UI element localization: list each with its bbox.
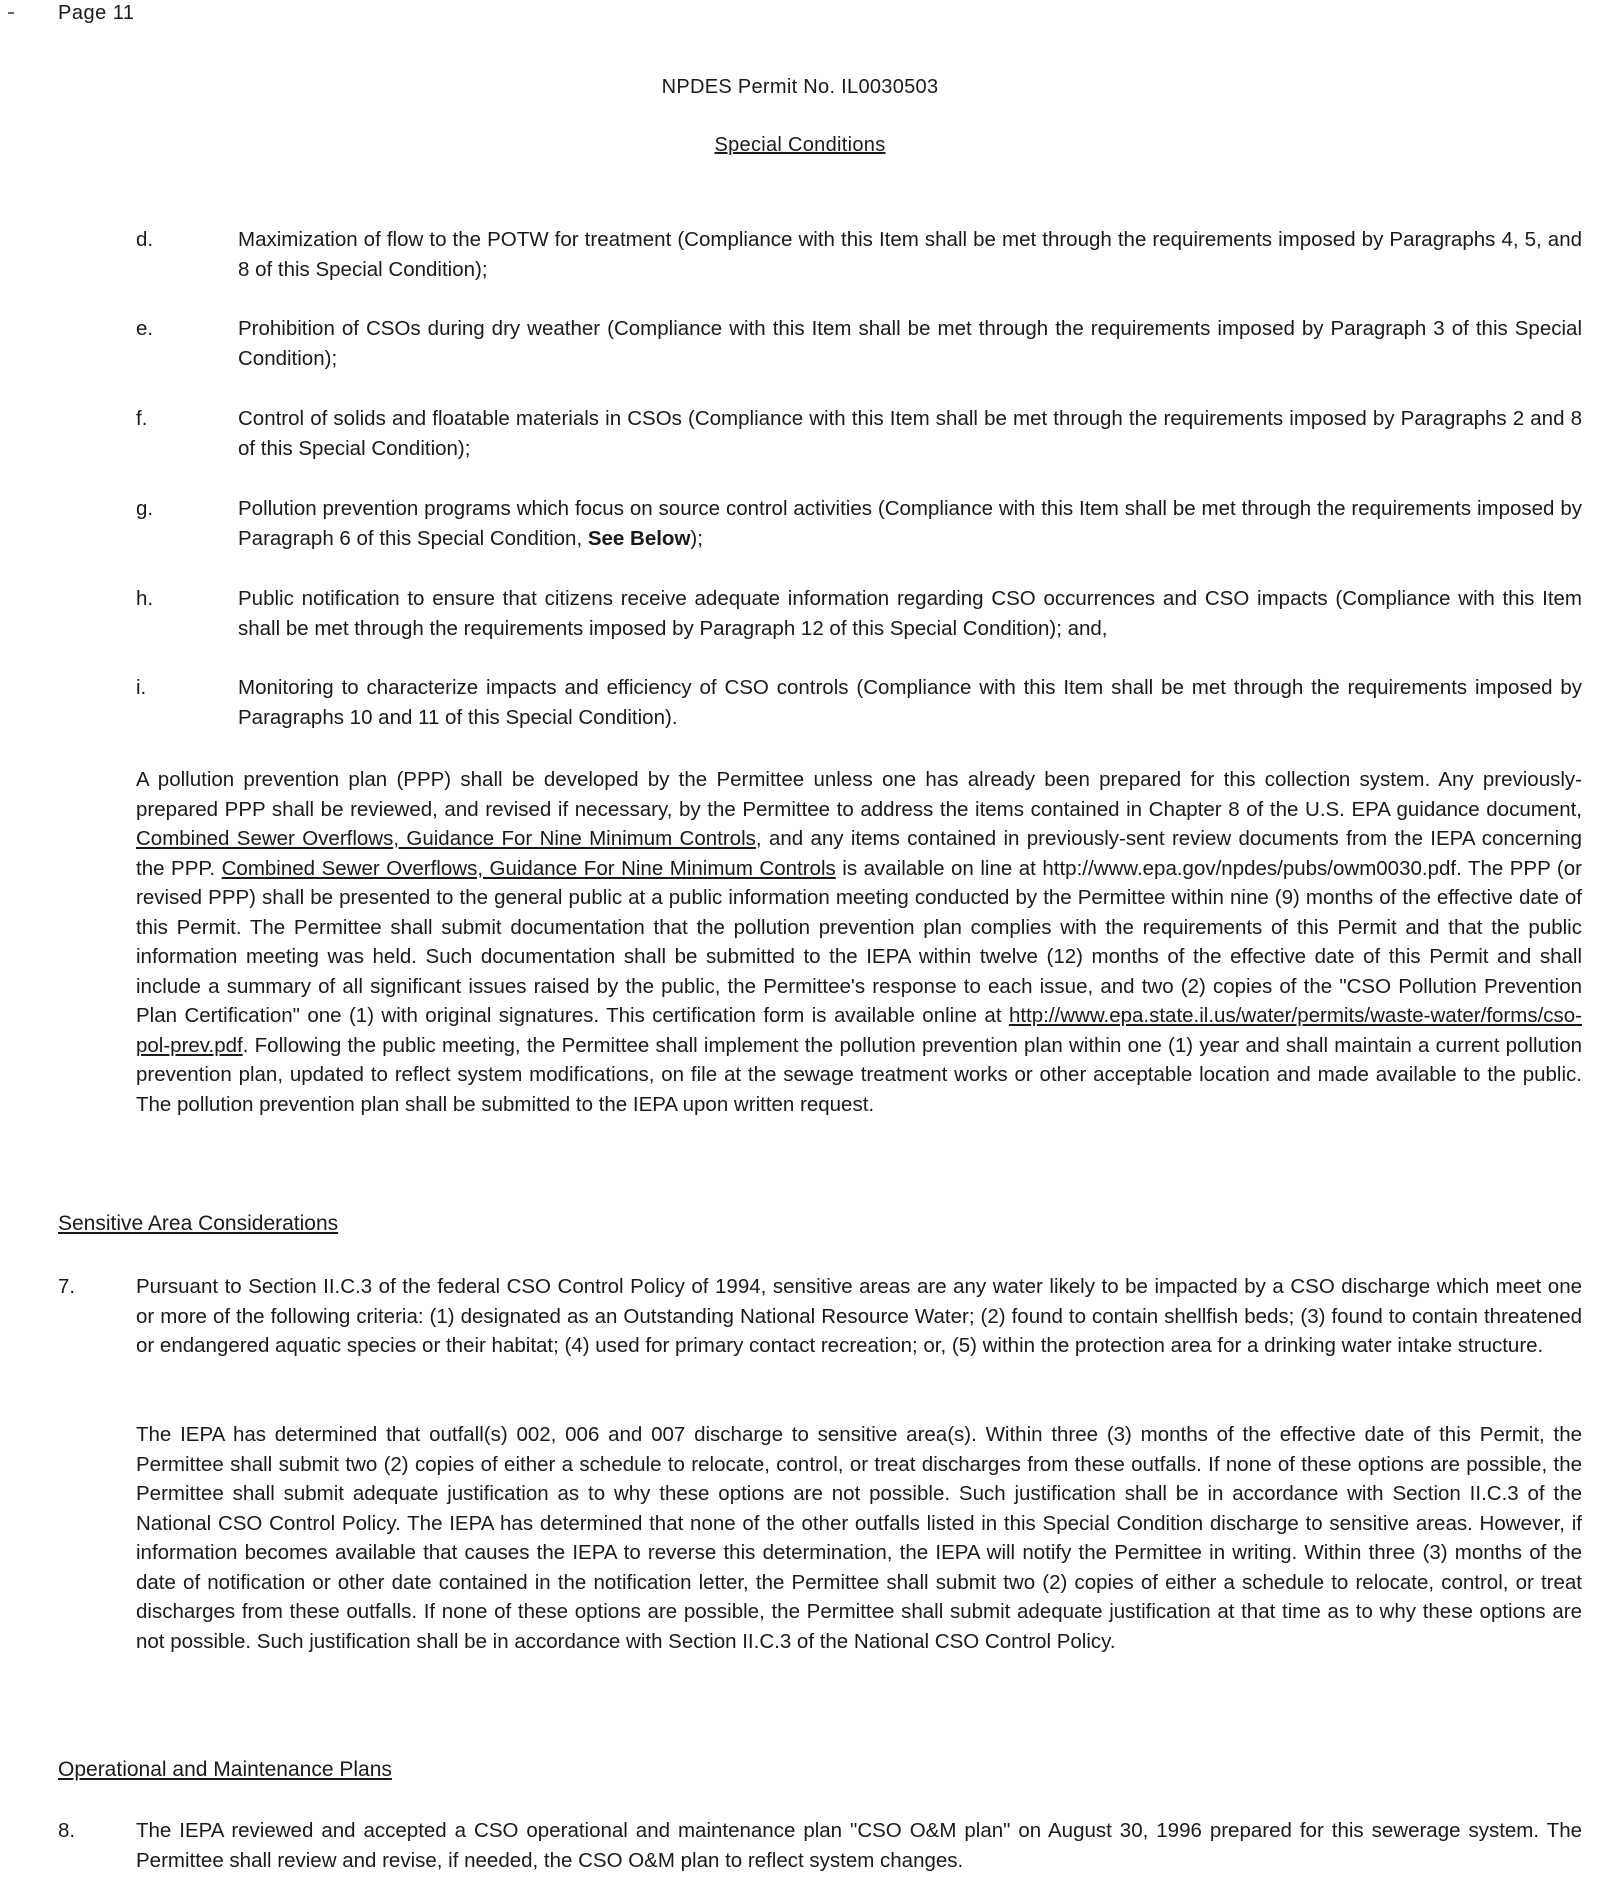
page-number-label: Page 11 xyxy=(58,2,135,24)
see-below-emphasis: See Below xyxy=(587,526,691,550)
permit-number-header: NPDES Permit No. IL0030503 xyxy=(661,76,939,98)
numbered-item-7 xyxy=(58,1272,1582,1361)
item-8-text: The IEPA reviewed and accepted a CSO operational and maintenance plan "CSO O&M plan" on August 30, 1996 prepared for this sewerage system. The Permittee shall review and revise, if needed, the CSO O&M plan to reflect system changes. xyxy=(136,1819,1582,1872)
ppp-text-part1: A pollution prevention plan (PPP) shall be developed by the Permittee unless one has already been prepared for this collection system. Any previously-prepared PPP shall be reviewed, and revised if necessary, by the Permittee to address the items contained in Chapter 8 of the U.S. EPA guidance document, xyxy=(136,768,1582,821)
item-number: 7. xyxy=(58,1275,76,1298)
list-item-text-start: Pollution prevention programs which focus on source control activities (Compliance with this Item shall be met through the requirements imposed by Paragraph 6 of this Special Condition, xyxy=(238,497,1582,550)
list-item-text: Prohibition of CSOs during dry weather (Compliance with this Item shall be met through the requirements imposed by Paragraph 3 of this Special Condition); xyxy=(238,317,1582,370)
item-number: 8. xyxy=(58,1819,76,1842)
guidance-document-title: Combined Sewer Overflows, Guidance For Nine Minimum Controls xyxy=(221,856,836,880)
list-marker: e. xyxy=(136,317,154,340)
guidance-document-title: Combined Sewer Overflows, Guidance For Nine Minimum Controls xyxy=(136,827,756,850)
list-marker: i. xyxy=(136,676,147,699)
sensitive-area-heading: Sensitive Area Considerations xyxy=(58,1212,339,1235)
list-item-g xyxy=(136,494,1582,553)
ppp-text-part4: . Following the public meeting, the Permittee shall implement the pollution prevention plan within one (1) year and shall maintain a current pollution prevention plan, updated to reflect system modifications, on file at the sewage treatment works or other acceptable location and made available to the public. The pollution prevention plan shall be submitted to the IEPA upon written request. xyxy=(136,1033,1582,1116)
list-marker: h. xyxy=(136,587,154,610)
list-item-text: Control of solids and floatable materials in CSOs (Compliance with this Item shall be met through the requirements imposed by Paragraphs 2 and 8 of this Special Condition); xyxy=(238,407,1582,460)
list-item-i xyxy=(136,673,1582,732)
margin-mark xyxy=(8,12,14,14)
om-plans-heading: Operational and Maintenance Plans xyxy=(58,1758,392,1781)
list-item-text xyxy=(238,494,1582,553)
list-item-h xyxy=(136,584,1582,643)
item-7-text: Pursuant to Section II.C.3 of the federal CSO Control Policy of 1994, sensitive areas are any water likely to be impacted by a CSO discharge which meet one or more of the following criteria: (1) designated as an Outstanding National Resource Water; (2) found to contain shellfish beds; (3) found to contain threatened or endangered aquatic species or their habitat; (4) used for primary contact recreation; or, (5) within the protection area for a drinking water intake structure. xyxy=(136,1275,1582,1357)
numbered-item-8 xyxy=(58,1816,1582,1875)
list-item-text: Public notification to ensure that citizens receive adequate information regarding CSO occurrences and CSO impacts (Compliance with this Item shall be met through the requirements imposed by Paragraph 12 of this Special Condition); and, xyxy=(238,587,1582,640)
list-item-f xyxy=(136,404,1582,463)
list-item-text: Maximization of flow to the POTW for treatment (Compliance with this Item shall be met through the requirements imposed by Paragraphs 4, 5, and 8 of this Special Condition); xyxy=(238,228,1582,281)
ppp-text-part3: is available on line at http://www.epa.gov/npdes/pubs/owm0030.pdf. The PPP (or revised PPP) shall be presented to the general public at a public information meeting conducted by the Permittee within nine (9) months of the effective date of this Permit. The Permittee shall submit documentation that the pollution prevention plan complies with the requirements of this Permit and that the public information meeting was held. Such documentation shall be submitted to the IEPA within twelve (12) months of the effective date of this Permit and shall include a summary of all significant issues raised by the public, the Permittee's response to each issue, and two (2) copies of the "CSO Pollution Prevention Plan Certification" one (1) with original signatures. This certification form is available online at xyxy=(136,856,1582,1027)
ppp-text-part2: , and any items contained in previously-sent review documents from the IEPA concerning the PPP. xyxy=(136,827,1582,880)
list-item-text-end: ); xyxy=(690,526,703,550)
list-item-e xyxy=(136,314,1582,373)
list-marker: d. xyxy=(136,228,154,251)
list-marker: f. xyxy=(136,407,148,430)
list-marker: g. xyxy=(136,497,154,520)
item-7-sub-paragraph: The IEPA has determined that outfall(s) 002, 006 and 007 discharge to sensitive area(s). Within three (3) months of the effective date of this Permit, the Permittee shall submit two (2) copies of either a schedule to relocate, control, or treat discharges from these outfalls. If none of these options are possible, the Permittee shall submit adequate justification as to why these options are not possible. Such justification shall be in accordance with Section II.C.3 of the National CSO Control Policy. The IEPA has determined that none of the other outfalls listed in this Special Condition discharge to sensitive areas. However, if information becomes available that causes the IEPA to reverse this determination, the IEPA will notify the Permittee in writing. Within three (3) months of the date of notification or other date contained in the notification letter, the Permittee shall submit two (2) copies of either a schedule to relocate, control, or treat discharges from these outfalls. If none of these options are possible, the Permittee shall submit adequate justification at that time as to why these options are not possible. Such justification shall be in accordance with Section II.C.3 of the National CSO Control Policy. xyxy=(136,1423,1582,1653)
certification-form-link[interactable]: http://www.epa.state.il.us/water/permits/waste-water/forms/cso-pol-prev.pdf xyxy=(136,1004,1582,1057)
section-title: Special Conditions xyxy=(714,134,886,156)
list-item-d xyxy=(136,225,1582,284)
list-item-text: Monitoring to characterize impacts and efficiency of CSO controls (Compliance with this Item shall be met through the requirements imposed by Paragraphs 10 and 11 of this Special Condition). xyxy=(238,676,1582,729)
pollution-prevention-plan-paragraph xyxy=(136,765,1582,1119)
